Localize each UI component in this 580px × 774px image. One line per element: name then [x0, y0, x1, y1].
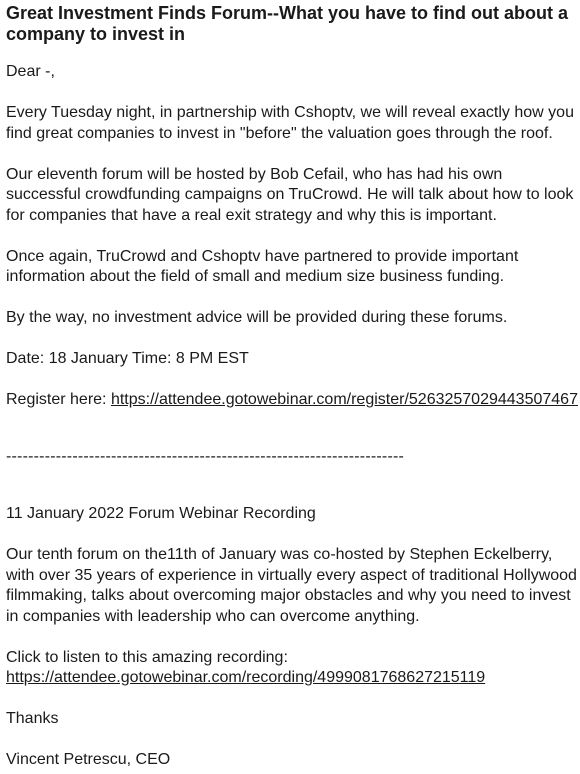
- intro-paragraph: Every Tuesday night, in partnership with Cshoptv, we will reveal exactly how you find great companies to invest in "before" the valuation goes through the roof.: [6, 104, 574, 142]
- section-divider: ------------------------------------------------------------------------: [6, 448, 405, 465]
- recording-description: Our tenth forum on the11th of January was co-hosted by Stephen Eckelberry, with over 35 years of experience in virtually every aspect of traditional Hollywood filmmaking, talks about overcoming major obstacles and why you need to invest in companies with leadership who can overcome anything.: [6, 546, 577, 625]
- host-paragraph: Our eleventh forum will be hosted by Bob Cefail, who has had his own successful crowdfunding campaigns on TruCrowd. He will talk about how to look for companies that have a real exit strategy and why this is important.: [6, 165, 574, 224]
- email-subject: Great Investment Finds Forum--What you have to find out about a company to invest in: [6, 3, 569, 44]
- register-link[interactable]: https://attendee.gotowebinar.com/register/5263257029443507467: [110, 391, 578, 408]
- signature: Vincent Petrescu, CEO: [6, 751, 171, 768]
- register-label: Register here:: [6, 391, 111, 408]
- recording-label: Click to listen to this amazing recording:: [6, 648, 288, 666]
- recording-heading: 11 January 2022 Forum Webinar Recording: [6, 505, 316, 522]
- register-paragraph: [6, 390, 580, 411]
- recording-paragraph: [6, 648, 580, 689]
- recording-link[interactable]: https://attendee.gotowebinar.com/recording/4999081768627215119: [6, 669, 486, 686]
- partnership-paragraph: Once again, TruCrowd and Cshoptv have partnered to provide important information about the field of small and medium size business funding.: [6, 247, 519, 285]
- greeting: Dear -,: [6, 63, 55, 80]
- event-date-time: Date: 18 January Time: 8 PM EST: [6, 350, 249, 367]
- closing-thanks: Thanks: [6, 710, 59, 727]
- disclaimer-paragraph: By the way, no investment advice will be provided during these forums.: [6, 309, 508, 326]
